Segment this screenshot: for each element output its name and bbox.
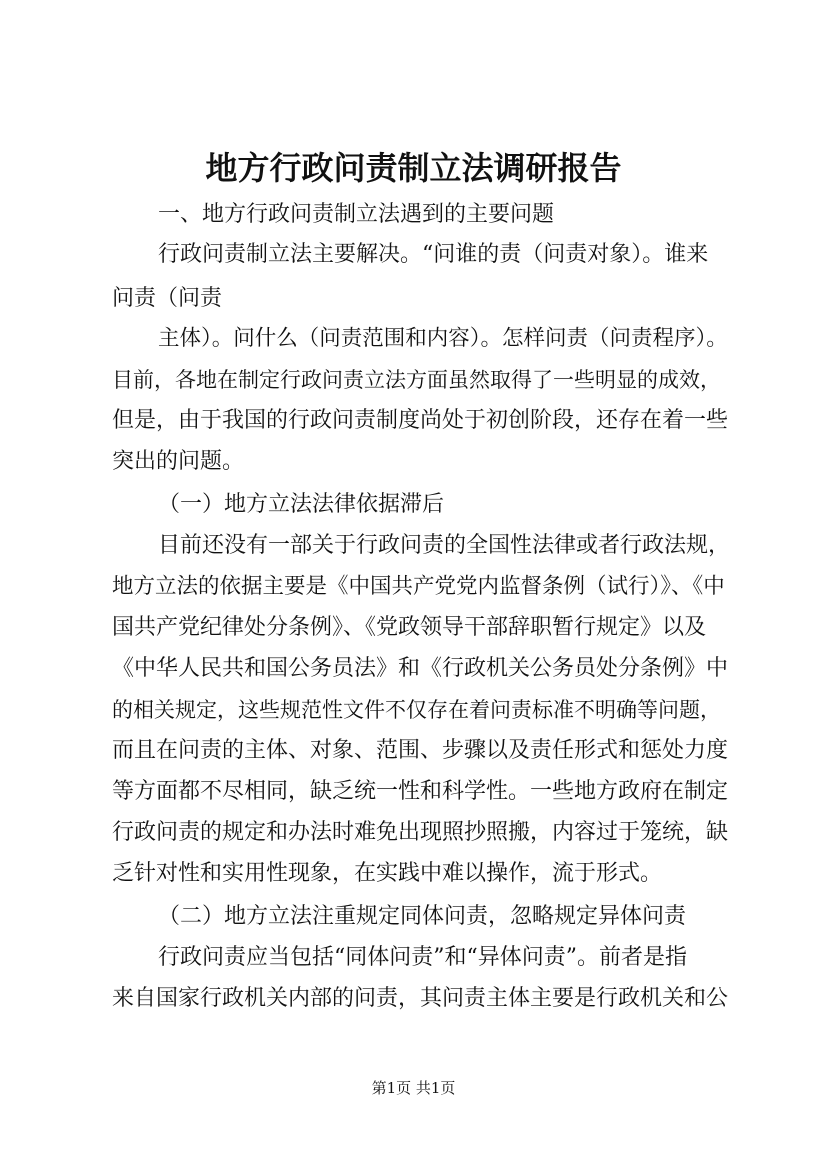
- paragraph-line: 来自国家行政机关内部的问责，其问责主体主要是行政机关和公: [112, 986, 729, 1011]
- paragraph-line: 行政问责制立法主要解决。“问谁的责（问责对象）。谁来: [158, 242, 709, 267]
- paragraph-line: 而且在问责的主体、对象、范围、步骤以及责任形式和惩处力度: [112, 738, 729, 763]
- paragraph-line: 问责（问责: [112, 286, 223, 311]
- document-title: 地方行政问责制立法调研报告: [205, 149, 622, 187]
- paragraph-line: 主体）。问什么（问责范围和内容）。怎样问责（问责程序）。: [158, 326, 728, 351]
- subsection-heading-1: （一）地方立法法律依据滞后: [158, 492, 445, 517]
- paragraph-line: 的相关规定，这些规范性文件不仅存在着问责标准不明确等问题，: [112, 698, 721, 722]
- section-heading-1: 一、地方行政问责制立法遇到的主要问题: [158, 202, 555, 227]
- page-footer: 第1页 共1页: [371, 1079, 456, 1097]
- paragraph-line: 行政问责应当包括“同体问责”和“异体问责”。前者是指: [158, 945, 687, 970]
- paragraph-line: 行政问责的规定和办法时难免出现照抄照搬，内容过于笼统，缺: [112, 820, 729, 845]
- paragraph-line: 目前，各地在制定行政问责立法方面虽然取得了一些明显的成效，: [112, 368, 721, 392]
- subsection-heading-2: （二）地方立法注重规定同体问责，忽略规定异体问责: [158, 904, 687, 929]
- paragraph-line: 等方面都不尽相同，缺乏统一性和科学性。一些地方政府在制定: [112, 779, 729, 804]
- paragraph-line: 目前还没有一部关于行政问责的全国性法律或者行政法规，: [158, 533, 731, 558]
- paragraph-line: 但是，由于我国的行政问责制度尚处于初创阶段，还存在着一些: [112, 408, 729, 433]
- paragraph-line: 国共产党纪律处分条例》、《党政领导干部辞职暂行规定》以及: [112, 615, 707, 640]
- paragraph-line: 乏针对性和实用性现象，在实践中难以操作，流于形式。: [112, 861, 663, 886]
- paragraph-line: 突出的问题。: [112, 449, 245, 474]
- paragraph-line: 《中华人民共和国公务员法》和《行政机关公务员处分条例》中: [112, 656, 729, 681]
- paragraph-line: 地方立法的依据主要是《中国共产党党内监督条例（试行）》、《中: [112, 574, 725, 599]
